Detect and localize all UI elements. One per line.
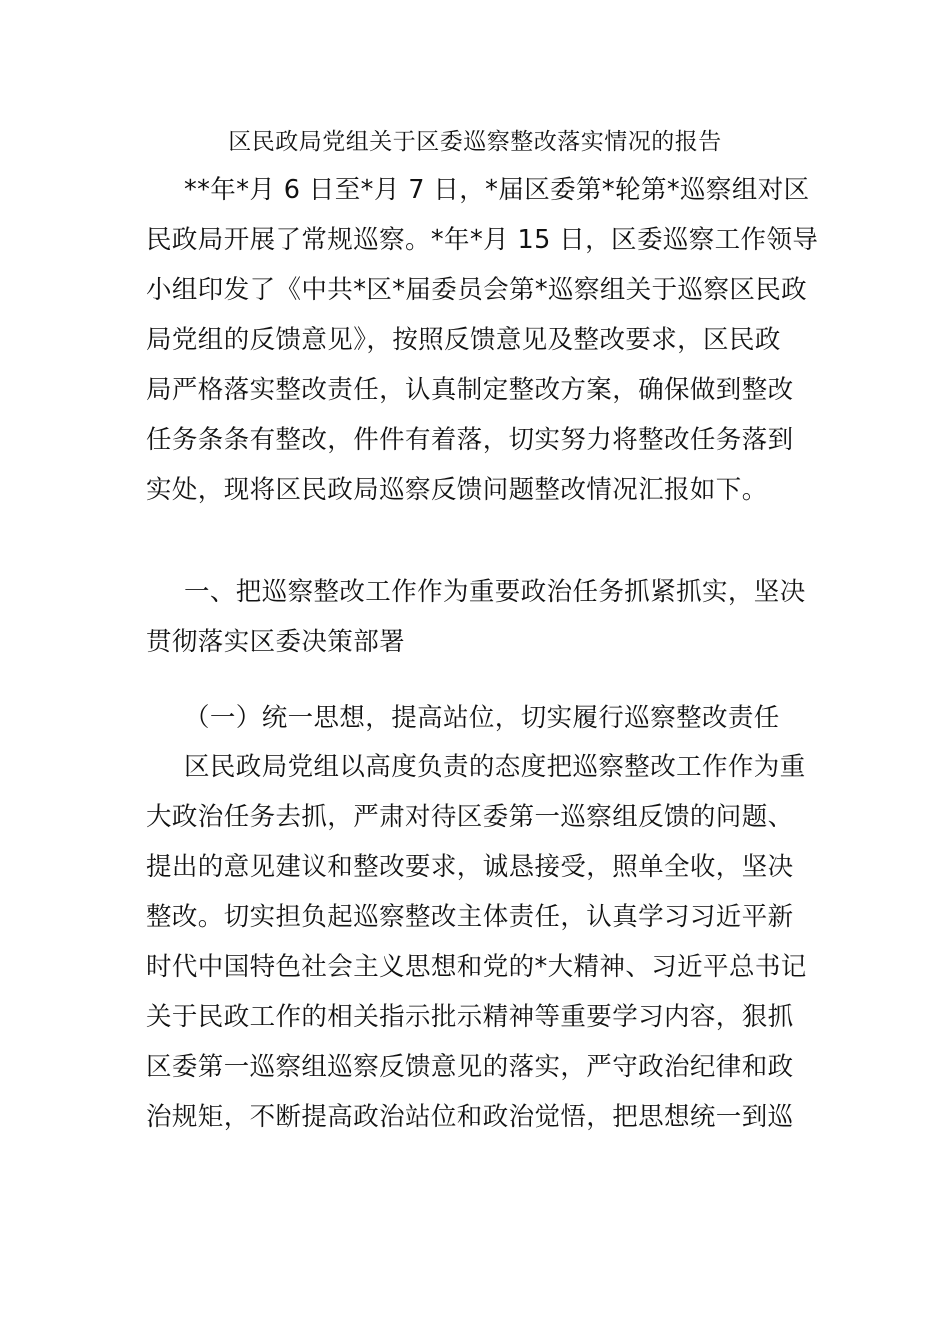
paragraph-line: **年*月 6 日至*月 7 日，*届区委第*轮第*巡察组对区: [184, 175, 810, 205]
intro-paragraph: [146, 165, 819, 515]
body-paragraph: [146, 742, 806, 1142]
paragraph-line: 实处，现将区民政局巡察反馈问题整改情况汇报如下。: [146, 475, 768, 505]
subheading-line: （一）统一思想，提高站位，切实履行巡察整改责任: [184, 703, 780, 733]
subsection-heading-1: [146, 693, 806, 743]
paragraph-line: 小组印发了《中共*区*届委员会第*巡察组关于巡察区民政: [146, 275, 808, 305]
paragraph-line: 整改。切实担负起巡察整改主体责任，认真学习习近平新: [146, 902, 794, 932]
paragraph-line: 区委第一巡察组巡察反馈意见的落实，严守政治纪律和政: [146, 1052, 794, 1082]
document-title: 区民政局党组关于区委巡察整改落实情况的报告: [228, 129, 722, 155]
paragraph-line: 治规矩，不断提高政治站位和政治觉悟，把思想统一到巡: [146, 1102, 794, 1132]
paragraph-line: 任务条条有整改，件件有着落，切实努力将整改任务落到: [146, 425, 794, 455]
paragraph-line: 局严格落实整改责任，认真制定整改方案，确保做到整改: [146, 375, 794, 405]
paragraph-line: 民政局开展了常规巡察。*年*月 15 日，区委巡察工作领导: [146, 225, 819, 255]
paragraph-line: 关于民政工作的相关指示批示精神等重要学习内容，狠抓: [146, 1002, 794, 1032]
paragraph-line: 区民政局党组以高度负责的态度把巡察整改工作作为重: [184, 752, 806, 782]
paragraph-line: 时代中国特色社会主义思想和党的*大精神、习近平总书记: [146, 952, 807, 982]
paragraph-line: 局党组的反馈意见》，按照反馈意见及整改要求，区民政: [146, 325, 781, 355]
heading-line: 贯彻落实区委决策部署: [146, 627, 406, 657]
section-heading-1: [146, 567, 806, 667]
heading-line: 一、把巡察整改工作作为重要政治任务抓紧抓实，坚决: [184, 577, 806, 607]
paragraph-line: 大政治任务去抓，严肃对待区委第一巡察组反馈的问题、: [146, 802, 794, 832]
paragraph-line: 提出的意见建议和整改要求，诚恳接受，照单全收，坚决: [146, 852, 794, 882]
